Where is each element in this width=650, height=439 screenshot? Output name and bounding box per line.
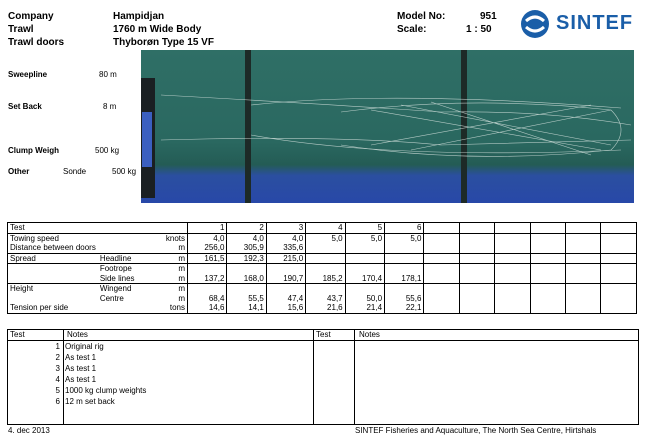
- other-sub: Sonde: [63, 167, 87, 176]
- empty-cell: [495, 223, 530, 234]
- cell-value: 47,4: [266, 294, 305, 304]
- notes-test-number: 3: [55, 364, 60, 373]
- row-sublabel: [98, 243, 155, 253]
- empty-cell: [495, 284, 530, 294]
- notes-row: [8, 385, 313, 396]
- cell-value: [188, 264, 227, 274]
- cell-value: [345, 264, 384, 274]
- empty-cell: [566, 243, 601, 253]
- empty-cell: [530, 284, 565, 294]
- notes-notes-header-2: Notes: [359, 330, 380, 339]
- cell-value: [345, 284, 384, 294]
- cell-value: 215,0: [266, 253, 305, 264]
- cell-value: 256,0: [188, 243, 227, 253]
- notes-text: 1000 kg clump weights: [65, 386, 147, 395]
- empty-cell: [424, 303, 459, 313]
- row-unit: m: [155, 284, 187, 294]
- empty-cell: [459, 303, 494, 313]
- empty-cell: [424, 253, 459, 264]
- cell-value: [306, 284, 345, 294]
- cell-value: 55,5: [227, 294, 266, 304]
- results-row: [8, 303, 637, 313]
- notes-text: As test 1: [65, 364, 97, 373]
- empty-cell: [601, 264, 637, 274]
- cell-value: 5,0: [306, 233, 345, 243]
- notes-test-number: 5: [55, 386, 60, 395]
- cell-value: 4,0: [227, 233, 266, 243]
- empty-cell: [459, 264, 494, 274]
- cell-value: [227, 264, 266, 274]
- notes-row: [8, 341, 313, 352]
- cell-value: 15,6: [266, 303, 305, 313]
- empty-cell: [459, 294, 494, 304]
- empty-cell: [459, 243, 494, 253]
- empty-cell: [566, 294, 601, 304]
- model-value: 951: [480, 11, 497, 22]
- notes-row: [8, 396, 313, 407]
- empty-cell: [424, 264, 459, 274]
- cell-value: [188, 284, 227, 294]
- trawl-photo: [141, 50, 634, 203]
- empty-cell: [495, 243, 530, 253]
- cell-value: [385, 284, 424, 294]
- footer-org: SINTEF Fisheries and Aquaculture, The North Sea Centre, Hirtshals: [355, 426, 597, 435]
- row-unit: [155, 223, 187, 234]
- row-sublabel: Side lines: [99, 273, 135, 283]
- row-sublabel: [98, 303, 155, 313]
- row-label: [8, 274, 98, 284]
- company-value: Hampidjan: [113, 11, 165, 22]
- cell-value: 5,0: [385, 233, 424, 243]
- row-label: Height: [10, 284, 34, 293]
- cell-value: 55,6: [385, 294, 424, 304]
- notes-test-number: 2: [55, 353, 60, 362]
- notes-row: [8, 352, 313, 363]
- notes-test-number: 6: [55, 397, 60, 406]
- empty-cell: [459, 223, 494, 234]
- empty-cell: [601, 284, 637, 294]
- empty-cell: [495, 303, 530, 313]
- notes-notes-header: Notes: [67, 330, 88, 339]
- empty-cell: [530, 264, 565, 274]
- notes-test-header: Test: [10, 330, 25, 339]
- row-sublabel: Wingend: [99, 284, 132, 293]
- row-sublabel: [98, 233, 155, 243]
- notes-box: [7, 329, 639, 425]
- row-label: Spread: [10, 253, 36, 263]
- cell-value: [306, 243, 345, 253]
- results-row: [8, 294, 637, 304]
- empty-cell: [566, 264, 601, 274]
- row-unit: m: [155, 264, 187, 274]
- cell-value: 2: [227, 223, 266, 234]
- empty-cell: [566, 253, 601, 264]
- row-unit: m: [155, 294, 187, 304]
- sintef-logo: [520, 9, 634, 44]
- empty-cell: [566, 303, 601, 313]
- notes-test-number: 4: [55, 375, 60, 384]
- setback-value: 8 m: [103, 102, 117, 111]
- empty-cell: [424, 243, 459, 253]
- cell-value: [306, 253, 345, 264]
- empty-cell: [495, 264, 530, 274]
- row-sublabel: [98, 223, 155, 234]
- empty-cell: [530, 303, 565, 313]
- row-unit: m: [155, 274, 187, 284]
- empty-cell: [459, 274, 494, 284]
- clump-value: 500 kg: [95, 146, 120, 155]
- cell-value: [385, 253, 424, 264]
- row-label: Test: [10, 223, 25, 232]
- sintef-logo-icon: [520, 9, 550, 39]
- results-row: [8, 264, 637, 274]
- empty-cell: [601, 253, 637, 264]
- empty-cell: [566, 274, 601, 284]
- cell-value: [345, 243, 384, 253]
- cell-value: 5,0: [345, 233, 384, 243]
- empty-cell: [601, 243, 637, 253]
- other-value: 500 kg: [112, 167, 137, 176]
- logo-text: SINTEF: [556, 12, 634, 34]
- empty-cell: [530, 274, 565, 284]
- cell-value: 14,1: [227, 303, 266, 313]
- empty-cell: [530, 243, 565, 253]
- results-row: [8, 223, 637, 234]
- notes-text: As test 1: [65, 353, 97, 362]
- clump-label: Clump Weigh: [8, 146, 59, 155]
- row-label: [8, 264, 98, 274]
- cell-value: 305,9: [227, 243, 266, 253]
- empty-cell: [459, 253, 494, 264]
- cell-value: [266, 264, 305, 274]
- empty-cell: [424, 274, 459, 284]
- cell-value: 4,0: [266, 233, 305, 243]
- cell-value: 6: [385, 223, 424, 234]
- trawl-net: [141, 50, 634, 203]
- empty-cell: [566, 284, 601, 294]
- scale-value: 1 : 50: [466, 24, 492, 35]
- cell-value: 14,6: [188, 303, 227, 313]
- results-row: [8, 274, 637, 284]
- cell-value: 43,7: [306, 294, 345, 304]
- cell-value: 22,1: [385, 303, 424, 313]
- results-row: [8, 253, 637, 264]
- cell-value: 21,4: [345, 303, 384, 313]
- cell-value: 1: [188, 223, 227, 234]
- cell-value: [227, 284, 266, 294]
- empty-cell: [601, 303, 637, 313]
- row-unit: knots: [155, 233, 187, 243]
- empty-cell: [530, 223, 565, 234]
- row-sublabel: Footrope: [99, 264, 132, 273]
- row-unit: m: [155, 253, 187, 264]
- results-row: [8, 243, 637, 253]
- trawl-value: 1760 m Wide Body: [113, 24, 202, 35]
- row-sublabel: Headline: [99, 253, 132, 263]
- cell-value: 168,0: [227, 274, 266, 284]
- trawl-doors-value: Thyborøn Type 15 VF: [113, 37, 214, 48]
- cell-value: 68,4: [188, 294, 227, 304]
- row-unit: tons: [155, 303, 187, 313]
- results-row: [8, 233, 637, 243]
- results-table: [7, 222, 637, 314]
- notes-text: As test 1: [65, 375, 97, 384]
- notes-text: Original rig: [65, 342, 104, 351]
- empty-cell: [530, 253, 565, 264]
- empty-cell: [424, 223, 459, 234]
- empty-cell: [424, 294, 459, 304]
- empty-cell: [566, 223, 601, 234]
- empty-cell: [495, 233, 530, 243]
- empty-cell: [495, 253, 530, 264]
- empty-cell: [601, 223, 637, 234]
- cell-value: 185,2: [306, 274, 345, 284]
- row-label: Distance between doors: [10, 243, 96, 252]
- row-label: Towing speed: [10, 233, 59, 243]
- row-sublabel: Centre: [99, 293, 124, 303]
- cell-value: [385, 243, 424, 253]
- cell-value: [306, 264, 345, 274]
- empty-cell: [495, 274, 530, 284]
- cell-value: 161,5: [188, 253, 227, 264]
- company-label: Company: [8, 11, 54, 22]
- results-row: [8, 284, 637, 294]
- row-unit: m: [155, 243, 187, 253]
- empty-cell: [566, 233, 601, 243]
- empty-cell: [459, 284, 494, 294]
- results-body: [8, 223, 637, 314]
- notes-text: 12 m set back: [65, 397, 115, 406]
- row-label: Tension per side: [10, 303, 69, 312]
- trawl-doors-label: Trawl doors: [8, 37, 65, 48]
- model-label: Model No:: [397, 11, 446, 22]
- cell-value: [266, 284, 305, 294]
- cell-value: 3: [266, 223, 305, 234]
- cell-value: 4: [306, 223, 345, 234]
- notes-header-row: [8, 330, 638, 341]
- notes-list: [8, 341, 313, 407]
- notes-row: [8, 374, 313, 385]
- cell-value: 50,0: [345, 294, 384, 304]
- cell-value: 4,0: [188, 233, 227, 243]
- sweepline-label: Sweepline: [8, 70, 48, 79]
- footer-date: 4. dec 2013: [8, 426, 50, 435]
- empty-cell: [459, 233, 494, 243]
- cell-value: 190,7: [266, 274, 305, 284]
- cell-value: 5: [345, 223, 384, 234]
- cell-value: [345, 253, 384, 264]
- empty-cell: [601, 294, 637, 304]
- cell-value: 335,6: [266, 243, 305, 253]
- notes-test-number: 1: [55, 342, 60, 351]
- empty-cell: [601, 233, 637, 243]
- other-label: Other: [8, 167, 30, 176]
- cell-value: [385, 264, 424, 274]
- sweepline-value: 80 m: [99, 70, 117, 79]
- notes-row: [8, 363, 313, 374]
- row-label: [8, 294, 98, 304]
- cell-value: 178,1: [385, 274, 424, 284]
- notes-test-header-2: Test: [316, 330, 331, 339]
- cell-value: 170,4: [345, 274, 384, 284]
- empty-cell: [530, 294, 565, 304]
- empty-cell: [424, 284, 459, 294]
- trawl-label: Trawl: [8, 24, 34, 35]
- cell-value: 21,6: [306, 303, 345, 313]
- cell-value: 192,3: [227, 253, 266, 264]
- empty-cell: [530, 233, 565, 243]
- cell-value: 137,2: [188, 274, 227, 284]
- scale-label: Scale:: [397, 24, 427, 35]
- empty-cell: [601, 274, 637, 284]
- empty-cell: [495, 294, 530, 304]
- setback-label: Set Back: [8, 102, 42, 111]
- empty-cell: [424, 233, 459, 243]
